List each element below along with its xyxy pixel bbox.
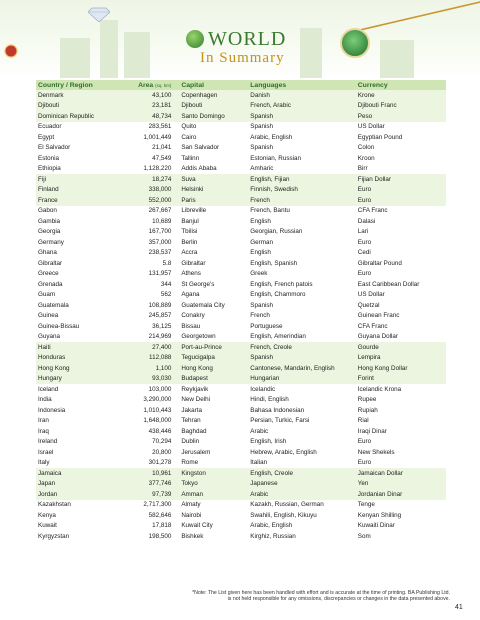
table-row	[36, 447, 446, 458]
cell-capital: Accra	[181, 249, 198, 257]
cell-area: 47,549	[152, 154, 172, 162]
cell-capital: Tokyo	[173, 479, 248, 490]
cell-capital: Bishkek	[181, 532, 204, 540]
cell-area: 238,537	[148, 249, 172, 257]
ruby-icon	[4, 44, 18, 58]
cell-capital: Georgetown	[181, 333, 216, 341]
cell-area: 27,400	[122, 342, 173, 353]
table-row	[36, 153, 446, 164]
cell-country: Guam	[38, 291, 56, 299]
cell-capital: Port-au-Prince	[173, 342, 248, 353]
column-header-country: Country / Region	[36, 80, 122, 90]
cell-languages: French, Creole	[248, 342, 356, 353]
table-row	[36, 405, 446, 416]
cell-currency: Hong Kong Dollar	[356, 363, 446, 374]
cell-area: 2,717,300	[143, 501, 172, 509]
cell-area: 108,889	[148, 301, 172, 309]
cell-currency: Forint	[356, 374, 446, 385]
cell-area: 131,957	[148, 270, 172, 278]
cell-country: Egypt	[38, 133, 55, 141]
table-row	[36, 311, 446, 322]
cell-languages: Swahili, English, Kikuyu	[250, 511, 317, 519]
cell-country: Fiji	[36, 174, 122, 185]
cell-currency: Lari	[357, 228, 369, 236]
cell-languages: English	[250, 217, 271, 225]
cell-languages: Hindi, English	[250, 396, 289, 404]
table-row	[36, 500, 446, 511]
column-header-capital: Capital	[173, 80, 248, 90]
cell-country: Ethiopia	[38, 165, 61, 173]
cell-currency: Peso	[356, 111, 446, 122]
table-row	[36, 227, 446, 238]
cell-country: Ecuador	[38, 123, 62, 131]
cell-languages: English, Creole	[248, 468, 356, 479]
cell-languages: Arabic	[250, 427, 269, 435]
cell-country: India	[38, 396, 52, 404]
table-row	[36, 395, 446, 406]
cell-currency: Cedi	[357, 249, 371, 257]
cell-capital: Helsinki	[173, 185, 248, 196]
cell-languages: French	[248, 195, 356, 206]
cell-currency: Gourde	[356, 342, 446, 353]
table-row	[36, 111, 446, 122]
cell-capital: San Salvador	[181, 144, 220, 152]
table-row	[36, 90, 446, 101]
cell-area: 562	[160, 291, 172, 299]
cell-languages: French	[250, 312, 270, 320]
page-number: 41	[455, 604, 463, 611]
cell-country: Finland	[36, 185, 122, 196]
cell-country: Gibraltar	[38, 259, 63, 267]
cell-currency: CFA Franc	[357, 322, 388, 330]
cell-languages: Estonian, Russian	[250, 154, 302, 162]
cell-area: 552,000	[122, 195, 173, 206]
cell-country: Hong Kong	[36, 363, 122, 374]
cell-area: 1,100	[122, 363, 173, 374]
cell-currency: Jordanian Dinar	[356, 489, 446, 500]
cell-languages: Italian	[250, 459, 268, 467]
table-row	[36, 458, 446, 469]
table-row	[36, 174, 446, 185]
building-silhouette	[124, 32, 150, 78]
table-row	[36, 426, 446, 437]
cell-country: Guatemala	[38, 301, 69, 309]
cell-currency: Lempira	[356, 353, 446, 364]
cell-currency: Rial	[357, 417, 369, 425]
table-row	[36, 248, 446, 259]
cell-country: Kuwait	[38, 522, 57, 530]
cell-currency: Djibouti Franc	[356, 101, 446, 112]
cell-capital: Reykjavik	[181, 385, 209, 393]
cell-area: 70,294	[152, 438, 172, 446]
cell-country: Haiti	[36, 342, 122, 353]
table-row	[36, 374, 446, 385]
building-silhouette	[60, 38, 90, 78]
cell-country: Grenada	[38, 280, 63, 288]
cell-capital: Amman	[173, 489, 248, 500]
cell-currency: Krone	[356, 90, 446, 101]
table-row	[36, 468, 446, 479]
cell-area: 20,800	[152, 448, 172, 456]
table-row	[36, 489, 446, 500]
cell-currency: Euro	[357, 238, 372, 246]
table-row	[36, 416, 446, 427]
table-row	[36, 510, 446, 521]
column-header-languages: Languages	[248, 80, 356, 90]
cell-capital: Tehran	[181, 417, 201, 425]
cell-capital: Bissau	[181, 322, 201, 330]
globe-icon	[186, 30, 204, 48]
cell-area: 214,969	[148, 333, 172, 341]
table-row	[36, 332, 446, 343]
cell-languages: English, Irish	[250, 438, 287, 446]
cell-capital: Libreville	[181, 207, 207, 215]
cell-currency: Kenyan Shilling	[357, 511, 402, 519]
cell-country: Kazakhstan	[38, 501, 71, 509]
cell-country: Ghana	[38, 249, 57, 257]
cell-country: Denmark	[36, 90, 122, 101]
footnote-line: *Note: The List given here has been handled with effort and is accurate at the time of printing. BA Publishing Ltd.	[192, 590, 450, 596]
cell-area: 1,128,220	[143, 165, 172, 173]
cell-languages: French, Bantu	[250, 207, 290, 215]
cell-languages: Spanish	[248, 353, 356, 364]
cell-country: Indonesia	[38, 406, 66, 414]
cell-country: Japan	[36, 479, 122, 490]
cell-country: Dominican Republic	[36, 111, 122, 122]
table-header-row	[36, 80, 446, 90]
cell-area: 245,857	[148, 312, 172, 320]
cell-capital: Dublin	[181, 438, 200, 446]
cell-capital: Djibouti	[173, 101, 248, 112]
cell-languages: English, Amerindian	[250, 333, 306, 341]
cell-languages: English	[250, 249, 271, 257]
cell-capital: Tegucigalpa	[173, 353, 248, 364]
cell-currency: Jamaican Dollar	[356, 468, 446, 479]
cell-capital: Paris	[173, 195, 248, 206]
cell-currency: Euro	[356, 185, 446, 196]
table-row	[36, 279, 446, 290]
cell-capital: Athens	[181, 270, 201, 278]
cell-capital: Rome	[181, 459, 199, 467]
cell-languages: English, Fijian	[248, 174, 356, 185]
cell-area: 112,088	[122, 353, 173, 364]
cell-area: 198,500	[148, 532, 172, 540]
emerald-icon	[340, 28, 370, 58]
cell-currency: Kroon	[357, 154, 375, 162]
cell-currency: Quetzal	[357, 301, 380, 309]
cell-currency: Colon	[357, 144, 375, 152]
cell-currency: Yen	[356, 479, 446, 490]
cell-languages: French, Arabic	[248, 101, 356, 112]
cell-capital: Quito	[181, 123, 197, 131]
cell-currency: Icelandic Krona	[357, 385, 402, 393]
cell-capital: Copenhagen	[173, 90, 248, 101]
table-row	[36, 342, 446, 353]
cell-currency: Rupee	[357, 396, 377, 404]
cell-area: 357,000	[148, 238, 172, 246]
cell-languages: Danish	[248, 90, 356, 101]
cell-capital: Jakarta	[181, 406, 202, 414]
cell-currency: CFA Franc	[357, 207, 388, 215]
cell-languages: Hungarian	[248, 374, 356, 385]
cell-country: Iceland	[38, 385, 59, 393]
table-body	[36, 90, 446, 542]
cell-languages: Finnish, Swedish	[248, 185, 356, 196]
table-row	[36, 353, 446, 364]
table-row	[36, 437, 446, 448]
cell-area: 1,010,443	[143, 406, 172, 414]
cell-country: Guinea	[38, 312, 59, 320]
cell-capital: Nairobi	[181, 511, 202, 519]
column-header-area	[122, 80, 173, 90]
table-row	[36, 300, 446, 311]
cell-area: 18,274	[122, 174, 173, 185]
cell-languages: Spanish	[248, 111, 356, 122]
table-row	[36, 521, 446, 532]
cell-capital: Tallinn	[181, 154, 200, 162]
table-row	[36, 290, 446, 301]
cell-area: 97,739	[122, 489, 173, 500]
footnote	[150, 590, 450, 602]
cell-country: Estonia	[38, 154, 60, 162]
cell-country: Kyrgyzstan	[38, 532, 70, 540]
cell-languages: Georgian, Russian	[250, 228, 303, 236]
cell-capital: New Delhi	[181, 396, 211, 404]
cell-area: 338,000	[122, 185, 173, 196]
cell-country: Iran	[38, 417, 49, 425]
cell-country: France	[36, 195, 122, 206]
cell-area: 21,041	[152, 144, 172, 152]
cell-currency: New Shekels	[357, 448, 395, 456]
cell-country: Israel	[38, 448, 54, 456]
cell-languages: Portuguese	[250, 322, 283, 330]
cell-currency: Birr	[357, 165, 368, 173]
cell-currency: Euro	[357, 270, 372, 278]
cell-currency: Euro	[356, 195, 446, 206]
cell-languages: Arabic, English	[250, 522, 293, 530]
table-row	[36, 132, 446, 143]
cell-area: 283,561	[148, 123, 172, 131]
table-row	[36, 185, 446, 196]
cell-languages: English, Chammoro	[250, 291, 306, 299]
cell-languages: Arabic	[248, 489, 356, 500]
table-row	[36, 122, 446, 133]
column-header-currency: Currency	[356, 80, 446, 90]
cell-currency: Euro	[357, 438, 372, 446]
cell-capital: Banjul	[181, 217, 199, 225]
cell-languages: German	[250, 238, 274, 246]
building-silhouette	[380, 40, 414, 78]
cell-languages: Spanish	[250, 123, 274, 131]
table-row	[36, 531, 446, 542]
cell-area: 438,446	[148, 427, 172, 435]
cell-country: Guyana	[38, 333, 61, 341]
cell-currency: Rupiah	[357, 406, 378, 414]
table-row	[36, 216, 446, 227]
table-row	[36, 363, 446, 374]
page-title	[186, 28, 306, 76]
cell-capital: Kuwait City	[181, 522, 213, 530]
cell-area: 1,648,000	[143, 417, 172, 425]
cell-area: 17,818	[152, 522, 172, 530]
cell-languages: Kazakh, Russian, German	[250, 501, 324, 509]
title-main: WORLD	[208, 28, 287, 50]
gold-pen-decoration	[360, 0, 480, 34]
building-silhouette	[100, 20, 118, 78]
cell-country: El Salvador	[38, 144, 71, 152]
cell-currency: Guinean Franc	[357, 312, 400, 320]
cell-languages: English, French patois	[250, 280, 313, 288]
cell-area: 93,030	[122, 374, 173, 385]
cell-capital: Guatemala City	[181, 301, 225, 309]
cell-currency: Gibraltar Pound	[357, 259, 402, 267]
diamond-icon	[88, 6, 110, 22]
cell-capital: Agana	[181, 291, 200, 299]
cell-languages: Japanese	[248, 479, 356, 490]
cell-currency: Dalasi	[357, 217, 376, 225]
cell-area: 344	[160, 280, 172, 288]
table-row	[36, 384, 446, 395]
table-row	[36, 195, 446, 206]
cell-area: 43,100	[122, 90, 173, 101]
table-row	[36, 479, 446, 490]
cell-languages: Arabic, English	[250, 133, 293, 141]
footnote-line: is not held responsible for any omissions, discrepancies or changes in the data presented above.	[227, 596, 450, 602]
cell-currency: Egyptian Pound	[357, 133, 403, 141]
cell-country: Honduras	[36, 353, 122, 364]
cell-country: Jamaica	[36, 468, 122, 479]
cell-currency: Som	[357, 532, 371, 540]
cell-currency: Euro	[357, 459, 372, 467]
cell-languages: Cantonese, Mandarin, English	[248, 363, 356, 374]
table-row	[36, 101, 446, 112]
cell-country: Italy	[38, 459, 50, 467]
cell-capital: Suva	[173, 174, 248, 185]
cell-area: 10,961	[122, 468, 173, 479]
cell-languages: Icelandic	[250, 385, 276, 393]
cell-currency: Kuwaiti Dinar	[357, 522, 395, 530]
cell-country: Greece	[38, 270, 59, 278]
cell-country: Guinea-Bissau	[38, 322, 80, 330]
country-table	[36, 80, 446, 542]
cell-area: 582,646	[148, 511, 172, 519]
cell-languages: Spanish	[250, 144, 274, 152]
cell-area: 167,700	[148, 228, 172, 236]
cell-area: 3,290,000	[143, 396, 172, 404]
cell-country: Gabon	[38, 207, 57, 215]
cell-capital: Santo Domingo	[173, 111, 248, 122]
cell-capital: Kingston	[173, 468, 248, 479]
cell-currency: Tenge	[357, 501, 375, 509]
cell-area: 301,278	[148, 459, 172, 467]
cell-country: Germany	[38, 238, 64, 246]
cell-languages: Amharic	[250, 165, 274, 173]
cell-languages: Persian, Turkic, Farsi	[250, 417, 310, 425]
table-row	[36, 206, 446, 217]
cell-currency: US Dollar	[357, 123, 385, 131]
table-row	[36, 258, 446, 269]
cell-country: Hungary	[36, 374, 122, 385]
header-banner	[0, 0, 480, 78]
table-row	[36, 321, 446, 332]
cell-currency: Fijian Dollar	[356, 174, 446, 185]
cell-country: Kenya	[38, 511, 56, 519]
cell-capital: Almaty	[181, 501, 201, 509]
area-header-label: Area	[138, 81, 154, 89]
table-row	[36, 164, 446, 175]
cell-area: 36,125	[152, 322, 172, 330]
cell-capital: Jerusalem	[181, 448, 211, 456]
cell-languages: Hebrew, Arabic, English	[250, 448, 317, 456]
cell-currency: Guyana Dollar	[357, 333, 399, 341]
cell-capital: Cairo	[181, 133, 197, 141]
cell-area: 23,181	[122, 101, 173, 112]
title-subtitle: In Summary	[200, 50, 285, 66]
cell-currency: Iraqi Dinar	[357, 427, 387, 435]
table-row	[36, 143, 446, 154]
cell-area: 103,000	[148, 385, 172, 393]
cell-languages: Kirghiz, Russian	[250, 532, 296, 540]
cell-capital: Addis Ababa	[181, 165, 217, 173]
cell-country: Djibouti	[36, 101, 122, 112]
cell-area: 5.8	[162, 259, 172, 267]
cell-capital: Baghdad	[181, 427, 207, 435]
cell-capital: St George's	[181, 280, 215, 288]
cell-capital: Gibraltar	[181, 259, 206, 267]
cell-area: 267,667	[148, 207, 172, 215]
cell-area: 1,001,449	[143, 133, 172, 141]
cell-currency: US Dollar	[357, 291, 385, 299]
table-row	[36, 237, 446, 248]
cell-country: Gambia	[38, 217, 61, 225]
cell-currency: East Caribbean Dollar	[357, 280, 420, 288]
cell-area: 48,734	[122, 111, 173, 122]
cell-country: Ireland	[38, 438, 58, 446]
cell-capital: Hong Kong	[173, 363, 248, 374]
cell-languages: Greek	[250, 270, 268, 278]
cell-languages: Bahasa Indonesian	[250, 406, 305, 414]
table-row	[36, 269, 446, 280]
area-unit: (sq. km)	[155, 82, 172, 88]
cell-area: 10,689	[152, 217, 172, 225]
cell-capital: Berlin	[181, 238, 198, 246]
cell-country: Jordan	[36, 489, 122, 500]
cell-capital: Budapest	[173, 374, 248, 385]
cell-capital: Tbilisi	[181, 228, 198, 236]
cell-area: 377,746	[122, 479, 173, 490]
cell-capital: Conakry	[181, 312, 205, 320]
cell-country: Georgia	[38, 228, 61, 236]
cell-languages: English, Spanish	[250, 259, 298, 267]
cell-languages: Spanish	[250, 301, 274, 309]
cell-country: Iraq	[38, 427, 49, 435]
